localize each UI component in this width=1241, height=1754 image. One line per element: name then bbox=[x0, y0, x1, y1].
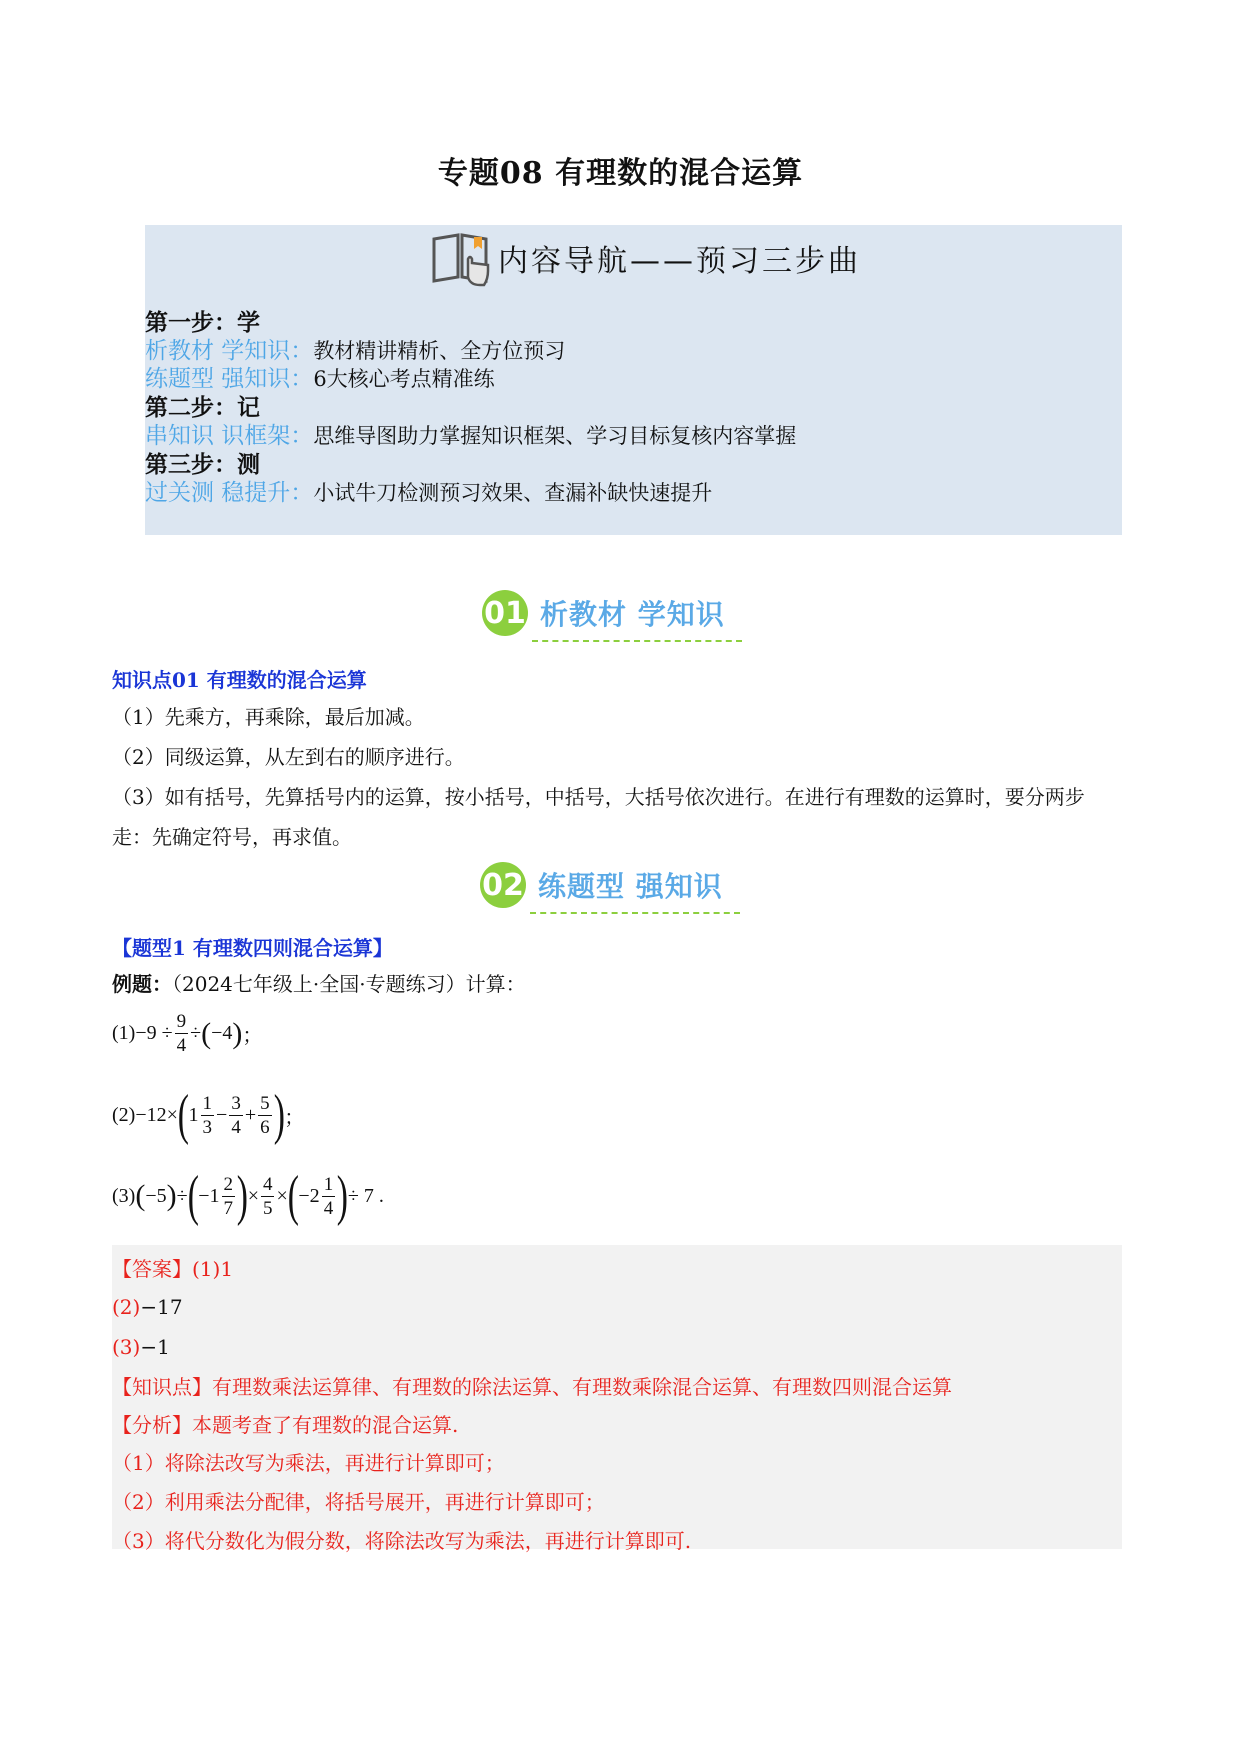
q2-a-int: 1 bbox=[188, 1103, 199, 1126]
nav-row-1-text: 教材精讲精析、全方位预习 bbox=[313, 339, 566, 363]
q2-op1: − bbox=[216, 1103, 228, 1126]
book-pointer-icon bbox=[430, 229, 492, 287]
q1-left-paren: ( bbox=[201, 1016, 212, 1050]
answer-line-2 bbox=[112, 1293, 183, 1321]
q3-paren-open-1: ( bbox=[135, 1179, 146, 1212]
q2-b-denominator: 4 bbox=[231, 1116, 241, 1138]
step1-line bbox=[145, 309, 260, 337]
q3-prefix: (3) bbox=[112, 1184, 136, 1207]
q3-m2-int: −2 bbox=[298, 1184, 320, 1207]
analysis-step-1: （1）将除法改写为乘法，再进行计算即可； bbox=[112, 1451, 505, 1475]
q2-b-numerator: 3 bbox=[231, 1092, 241, 1114]
section-02-header bbox=[480, 862, 740, 914]
section-01-header bbox=[482, 590, 742, 642]
nav-heading-text: 内容导航——预习三步曲 bbox=[498, 244, 861, 279]
q1-frac-numerator: 9 bbox=[176, 1011, 187, 1032]
nav-row-4-text: 小试牛刀检测预习效果、查漏补缺快速提升 bbox=[313, 481, 713, 505]
q3-frac-m2 bbox=[322, 1175, 336, 1218]
step2-line bbox=[145, 394, 260, 422]
q3-f-denominator: 5 bbox=[262, 1197, 273, 1219]
analysis-line bbox=[112, 1411, 458, 1439]
answer-line-1 bbox=[112, 1255, 233, 1283]
q2-left-paren: ( bbox=[177, 1084, 189, 1146]
q2-right-paren: ) bbox=[273, 1084, 285, 1146]
q2-end: ； bbox=[284, 1106, 305, 1129]
knowledge-point-tag: 【知识点】 bbox=[112, 1375, 212, 1399]
section-02-label: 练题型 强知识 bbox=[538, 870, 723, 903]
nav-row-3-tag: 串知识 识框架： bbox=[145, 423, 314, 449]
q3-times1: × bbox=[247, 1184, 259, 1207]
answer-2-number: (2) bbox=[112, 1295, 141, 1319]
q3-m2-numerator: 1 bbox=[323, 1173, 334, 1195]
knowledge-point-text: 有理数乘法运算律、有理数的除法运算、有理数乘除混合运算、有理数四则混合运算 bbox=[212, 1375, 952, 1399]
nav-row-2 bbox=[145, 365, 495, 393]
section-02-number: 02 bbox=[480, 862, 526, 908]
q1-prefix: (1)−9 ÷ bbox=[112, 1022, 173, 1044]
q1-frac-denominator: 4 bbox=[176, 1035, 187, 1056]
q2-c-denominator: 6 bbox=[260, 1116, 270, 1138]
q3-paren-open-3: ( bbox=[287, 1165, 299, 1227]
example-intro bbox=[112, 970, 526, 998]
answer-box bbox=[112, 1245, 1122, 1553]
q2-a-numerator: 1 bbox=[202, 1092, 213, 1114]
page-title: 专题08 有理数的混合运算 bbox=[437, 156, 804, 191]
q3-frac-f bbox=[261, 1175, 275, 1218]
q3-paren-close-2: ) bbox=[236, 1165, 248, 1227]
question-3 bbox=[112, 1165, 384, 1227]
nav-row-4-tag: 过关测 稳提升： bbox=[145, 480, 314, 506]
q1-inner: −4 bbox=[211, 1022, 233, 1044]
nav-row-3-text: 思维导图助力掌握知识框架、学习目标复核内容掌握 bbox=[313, 424, 797, 448]
q1-fraction bbox=[175, 1012, 189, 1055]
q2-a-denominator: 3 bbox=[202, 1116, 213, 1138]
section-02-dashline bbox=[530, 912, 740, 914]
nav-row-2-tag: 练题型 强知识： bbox=[145, 366, 314, 392]
q3-m1-numerator: 2 bbox=[223, 1173, 234, 1195]
knowledge-item-3-line2: 走：先确定符号，再求值。 bbox=[112, 825, 352, 849]
nav-row-3 bbox=[145, 422, 796, 450]
nav-row-1-tag: 析教材 学知识： bbox=[145, 338, 314, 364]
q2-frac-b bbox=[229, 1094, 243, 1137]
q3-paren-open-2: ( bbox=[187, 1165, 199, 1227]
section-01-number: 01 bbox=[482, 590, 528, 636]
analysis-step-3: （3）将代分数化为假分数，将除法改写为乘法，再进行计算即可. bbox=[112, 1529, 692, 1553]
answer-tag: 【答案】 bbox=[112, 1257, 192, 1281]
example-text: （2024七年级上·全国·专题练习）计算： bbox=[172, 972, 526, 996]
section-01-label: 析教材 学知识 bbox=[540, 598, 725, 631]
q2-frac-a bbox=[201, 1094, 215, 1137]
q2-op2: + bbox=[244, 1103, 257, 1126]
answer-1-value: (1)1 bbox=[192, 1257, 234, 1281]
knowledge-item-2: （2）同级运算，从左到右的顺序进行。 bbox=[112, 745, 465, 769]
section-01-dashline bbox=[532, 640, 742, 642]
question-1 bbox=[112, 1012, 262, 1055]
knowledge-item-3-line1: （3）如有括号，先算括号内的运算，按小括号，中括号，大括号依次进行。在进行有理数的运算时，要分两步 bbox=[112, 785, 1085, 809]
q3-paren-close-1: ) bbox=[166, 1179, 177, 1212]
q3-div: ÷ bbox=[176, 1184, 188, 1207]
q3-frac-m1 bbox=[222, 1175, 236, 1218]
knowledge-point-line bbox=[112, 1373, 952, 1401]
q3-paren-close-3: ) bbox=[336, 1165, 349, 1227]
q3-m2-denominator: 4 bbox=[323, 1197, 334, 1219]
example-label: 例题： bbox=[112, 972, 172, 996]
q3-p1: −5 bbox=[145, 1184, 167, 1207]
analysis-text: 本题考查了有理数的混合运算. bbox=[192, 1413, 459, 1437]
q1-end: ； bbox=[242, 1025, 263, 1047]
q3-times2: × bbox=[276, 1184, 288, 1207]
step3-label: 第三步：测 bbox=[145, 451, 260, 478]
answer-2-value: −17 bbox=[140, 1295, 183, 1319]
q3-m1-denominator: 7 bbox=[223, 1197, 234, 1219]
answer-line-3 bbox=[112, 1333, 170, 1361]
step1-label: 第一步：学 bbox=[145, 309, 260, 336]
nav-row-4 bbox=[145, 479, 712, 507]
answer-3-value: −1 bbox=[140, 1335, 170, 1359]
q1-div: ÷ bbox=[190, 1022, 202, 1044]
q2-prefix: (2)−12× bbox=[112, 1103, 178, 1126]
content-navigation-box bbox=[145, 225, 1122, 535]
analysis-tag: 【分析】 bbox=[112, 1413, 192, 1437]
nav-row-1 bbox=[145, 337, 565, 365]
nav-row-2-text: 6大核心考点精准练 bbox=[313, 367, 495, 391]
question-2 bbox=[112, 1084, 305, 1146]
step3-line bbox=[145, 451, 260, 479]
knowledge-item-1: （1）先乘方，再乘除，最后加减。 bbox=[112, 705, 425, 729]
answer-3-number: (3) bbox=[112, 1335, 141, 1359]
step2-label: 第二步：记 bbox=[145, 394, 260, 421]
q3-m1-int: −1 bbox=[198, 1184, 220, 1207]
q2-c-numerator: 5 bbox=[260, 1092, 270, 1114]
knowledge-point-title: 知识点01 有理数的混合运算 bbox=[112, 668, 367, 692]
nav-heading bbox=[430, 225, 861, 291]
q2-frac-c bbox=[258, 1094, 272, 1137]
q1-right-paren: ) bbox=[232, 1016, 243, 1050]
q3-end: ÷ 7 . bbox=[347, 1184, 384, 1207]
question-type-title: 【题型1 有理数四则混合运算】 bbox=[112, 936, 393, 960]
analysis-step-2: （2）利用乘法分配律，将括号展开，再进行计算即可； bbox=[112, 1490, 605, 1514]
q3-f-numerator: 4 bbox=[262, 1173, 273, 1195]
